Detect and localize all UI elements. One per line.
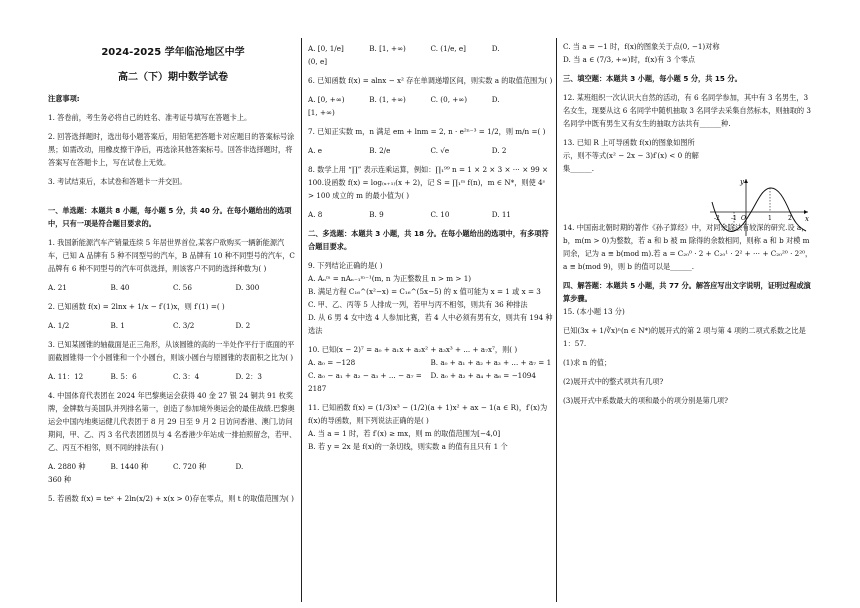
x-axis-label: x (805, 215, 809, 223)
q1-options (48, 281, 298, 294)
q6-option-d-value: [1, +∞) (308, 108, 335, 117)
q13-stem: 13. 已知 R 上可导函数 f(x)的图象如图所示，则不等式(x² − 2x − 3)f′(x) < 0 的解集______. (563, 138, 699, 173)
q10-option-d: D. a₀ + a₂ + a₄ + a₆ = −1094 (430, 371, 536, 380)
exam-title-line2: 高二（下）期中数学试卷 (118, 72, 228, 83)
q7-options (308, 144, 553, 157)
y-axis-label: y (740, 178, 744, 186)
column-1 (48, 0, 298, 505)
q5-stem: 5. 若函数 f(x) = teˣ + 2ln(x/2) + x(x > 0)存在零点，则 t 的取值范围为( ) (48, 494, 294, 503)
q5-option-b: B. [1, +∞) (369, 44, 406, 53)
notes-heading: 注意事项: (48, 94, 80, 103)
q10-options-cd (308, 369, 553, 395)
q6-stem: 6. 已知函数 f(x) = alnx − x² 存在单调递增区间，则实数 a 的取值范围为( ) (308, 76, 553, 85)
q8-stem: 8. 数学上用 “∏” 表示连乘运算，例如：∏₁⁹⁹ n = 1 × 2 × 3 × ⋯ × 99 × 100.设函数 f(x) = log₍ₓ₊₁₎(x + 2)，记 S = ∏₁ᵐ f(n)，m ∈ N*，则使 4ˢ > 100 成立的 m 的最小值为( ) (308, 165, 549, 200)
q6-options (308, 93, 553, 106)
q6-option-d: D. (491, 95, 500, 104)
tick-label-2: 2 (788, 215, 792, 222)
q10-stem: 10. 已知(x − 2)⁷ = a₀ + a₁x + a₂x² + a₃x³ + ... + a₇x⁷，则( ) (308, 345, 518, 354)
q11-option-d: D. 当 a ∈ (7/3, +∞)时，f(x)有 3 个零点 (563, 55, 696, 64)
q5-option-c: C. (1/e, e] (430, 44, 466, 53)
q8-option-a: A. 8 (308, 210, 323, 219)
q3-option-c: C. 3：4 (173, 372, 200, 381)
column-divider-2 (556, 38, 557, 602)
tick-label-neg1: -1 (731, 215, 737, 222)
q9-stem: 9. 下列结论正确的是( ) (308, 261, 383, 270)
q14-stem: 14. 中国南北朝时期的著作《孙子算经》中，对同余除法有较深的研究.设 a，b，m(m > 0)为整数，若 a 和 b 被 m 除得的余数相同，则称 a 和 b 对模 m 同余，记为 a ≡ b(mod m).若 a = C₂₀⁰ · 2 + C₂₀¹ · 2² + ⋯ + C₂₀²⁰ · 2²⁰，a ≡ b(mod 9)，则 b 的值可以是______. (563, 223, 813, 271)
q15-part-1: (1)求 n 的值； (563, 358, 612, 367)
q1-option-a: A. 21 (48, 283, 67, 292)
q8-options (308, 208, 553, 221)
origin-label: O (741, 215, 746, 222)
q5-options (308, 42, 553, 55)
q4-stem: 4. 中国体育代表团在 2024 年巴黎奥运会获得 40 金 27 银 24 铜共 91 枚奖牌，金牌数与美国队并列排名第一，创造了参加境外奥运会的最佳战绩.巴黎奥运会中国内地奥运健儿代表团于 8 月 29 日至 9 月 2 日访问香港、澳门,访问期间，甲、乙、丙 3 名代表团团员与 4 名香港少年站成一排拍照留念，若甲、乙、丙互不相邻，则不同的排法有( ) (48, 391, 297, 452)
q7-option-c: C. √e (430, 146, 450, 155)
q4-options (48, 460, 298, 473)
q11-option-a: A. 当 a = 1 时，若 f′(x) ≥ mx，则 m 的取值范围为[−4,0] (308, 429, 501, 438)
q2-option-b: B. 1 (110, 321, 125, 330)
q7-option-d: D. 2 (491, 146, 507, 155)
q7-option-a: A. e (308, 146, 323, 155)
q2-option-d: D. 2 (235, 321, 251, 330)
note-3: 3. 考试结束后，本试卷和答题卡一并交回。 (48, 177, 187, 186)
q11-option-c: C. 当 a = −1 时，f(x)的图象关于点(0, −1)对称 (563, 42, 720, 51)
q3-option-b: B. 5：6 (110, 372, 137, 381)
column-2 (308, 0, 553, 453)
q9-option-c: C. 甲、乙、丙等 5 人排成一列，若甲与丙不相邻，则共有 36 种排法 (308, 300, 528, 309)
q10-option-c: C. a₀ − a₁ + a₂ − a₃ + ... − a₇ = 2187 (308, 371, 422, 393)
tick-label-1: 1 (768, 215, 772, 222)
q10-option-a: A. a₀ = −128 (308, 358, 356, 367)
q15-header: 15. (本小题 13 分) (563, 307, 625, 316)
q4-option-c: C. 720 种 (173, 462, 207, 471)
q10-options-ab (308, 356, 553, 369)
q9-option-a: A. Aₙᵐ = nAₙ₋₁ᵐ⁻¹(m, n 为正整数且 n > m > 1) (308, 274, 472, 283)
section-3-heading: 三、填空题：本题共 3 小题，每小题 5 分，共 15 分。 (563, 74, 742, 83)
q2-option-a: A. 1/2 (48, 321, 70, 330)
tick-label-neg2: -2 (714, 215, 720, 222)
q9-option-b: B. 满足方程 C₁₆^(x²−x) = C₁₆^(5x−5) 的 x 值可能为 x = 1 或 x = 3 (308, 287, 541, 296)
q5-option-a: A. [0, 1/e] (308, 44, 344, 53)
q6-option-b: B. (1, +∞) (369, 95, 406, 104)
q4-option-b: B. 1440 种 (110, 462, 149, 471)
column-divider-1 (301, 38, 302, 602)
exam-title-line1: 2024-2025 学年临沧地区中学 (101, 47, 245, 58)
q2-stem: 2. 已知函数 f(x) = 2lnx + 1/x − f′(1)x，则 f′(1) =( ) (48, 302, 225, 311)
section-4-heading: 四、解答题：本题共 5 小题，共 77 分。解答应写出文字说明，证明过程或演算步骤。 (563, 281, 811, 303)
q1-option-d: D. 300 (235, 283, 260, 292)
q10-option-b: B. a₀ + a₁ + a₂ + a₃ + ... + a₇ = 1 (430, 358, 552, 367)
q3-options (48, 370, 298, 383)
x-axis-arrow-icon (804, 210, 808, 214)
q5-option-d-value: (0, e] (308, 57, 328, 66)
q15-part-3: (3)展开式中系数最大的项和最小的项分别是第几项? (563, 396, 728, 405)
q4-option-d-value: 360 种 (48, 475, 72, 484)
q11-option-b: B. 若 y = 2x 是 f(x)的一条切线，则实数 a 的值有且只有 1 个 (308, 442, 508, 451)
q4-option-a: A. 2880 种 (48, 462, 86, 471)
q3-stem: 3. 已知某圆锥的轴截面是正三角形，从该圆锥的高的一半处作平行于底面的平面截圆锥得一个小圆锥和一个小圆台，则该小圆台与原圆锥的表面积之比为( ) (48, 340, 295, 362)
section-2-heading: 二、多选题：本题共 3 小题，共 18 分。在每小题给出的选项中，有多项符合题目要求。 (308, 229, 549, 251)
q2-options (48, 319, 298, 332)
q13-function-graph (706, 176, 812, 238)
function-curve (712, 188, 806, 232)
q4-option-d: D. (235, 462, 244, 471)
q3-option-d: D. 2：3 (235, 372, 262, 381)
q3-option-a: A. 11：12 (48, 372, 84, 381)
q1-stem: 1. 我国新能源汽车产销量连续 5 年居世界首位,某客户欲购买一辆新能源汽车，已知 A 品牌有 5 种不同型号的汽车，B 品牌有 10 种不同型号的汽车，C 品牌有 6 种不同型号的汽车可供选择，则该客户不同的选择种数为( ) (48, 238, 295, 273)
note-1: 1. 答卷前，考生务必将自己的姓名、准考证号填写在答题卡上。 (48, 113, 252, 122)
note-2: 2. 回答选择题时，选出每小题答案后，用铅笔把答题卡对应题目的答案标号涂黑；如需改动，用橡皮擦干净后，再选涂其他答案标号。回答非选择题时，将答案写在答题卡上，写在试卷上无效。 (48, 132, 295, 167)
q11-stem: 11. 已知函数 f(x) = (1/3)x³ − (1/2)(a + 1)x² + ax − 1(a ∈ R)，f′(x)为 f(x)的导函数，则下列说法正确的是( ) (308, 403, 548, 425)
q7-option-b: B. 2/e (369, 146, 391, 155)
q6-option-c: C. (0, +∞) (430, 95, 468, 104)
q8-option-d: D. 11 (491, 210, 511, 219)
q1-option-b: B. 40 (110, 283, 130, 292)
q6-option-a: A. [0, +∞) (308, 95, 345, 104)
q15-part-2: (2)展开式中的整式项共有几项? (563, 377, 664, 386)
y-axis-arrow-icon (744, 179, 748, 183)
q7-stem: 7. 已知正实数 m，n 满足 em + lnm = 2, n · e²ⁿ⁻³ = 1/2，则 m/n =( ) (308, 127, 546, 136)
q12-stem: 12. 某班组织一次认识大自然的活动，有 6 名同学参加，其中有 3 名男生，3 名女生，现要从这 6 名同学中随机抽取 3 名同学去采集自然标本，则抽取的 3 名同学中既有男生又有女生的抽取方法共有______种. (563, 93, 811, 128)
q5-option-d: D. (491, 44, 500, 53)
q2-option-c: C. 3/2 (173, 321, 195, 330)
q8-option-b: B. 9 (369, 210, 384, 219)
q1-option-c: C. 56 (173, 283, 192, 292)
q9-option-d: D. 从 6 男 4 女中选 4 人参加比赛，若 4 人中必须有男有女，则共有 194 种选法 (308, 313, 553, 335)
q8-option-c: C. 10 (430, 210, 450, 219)
q15-stem: 已知(3x + 1/∛x)ⁿ(n ∈ N*)的展开式的第 2 项与第 4 项的二项式系数之比是 1：57. (563, 326, 806, 348)
section-1-heading: 一、单选题：本题共 8 小题，每小题 5 分，共 40 分。在每小题给出的选项中，只有一项是符合题目要求的。 (48, 206, 292, 228)
